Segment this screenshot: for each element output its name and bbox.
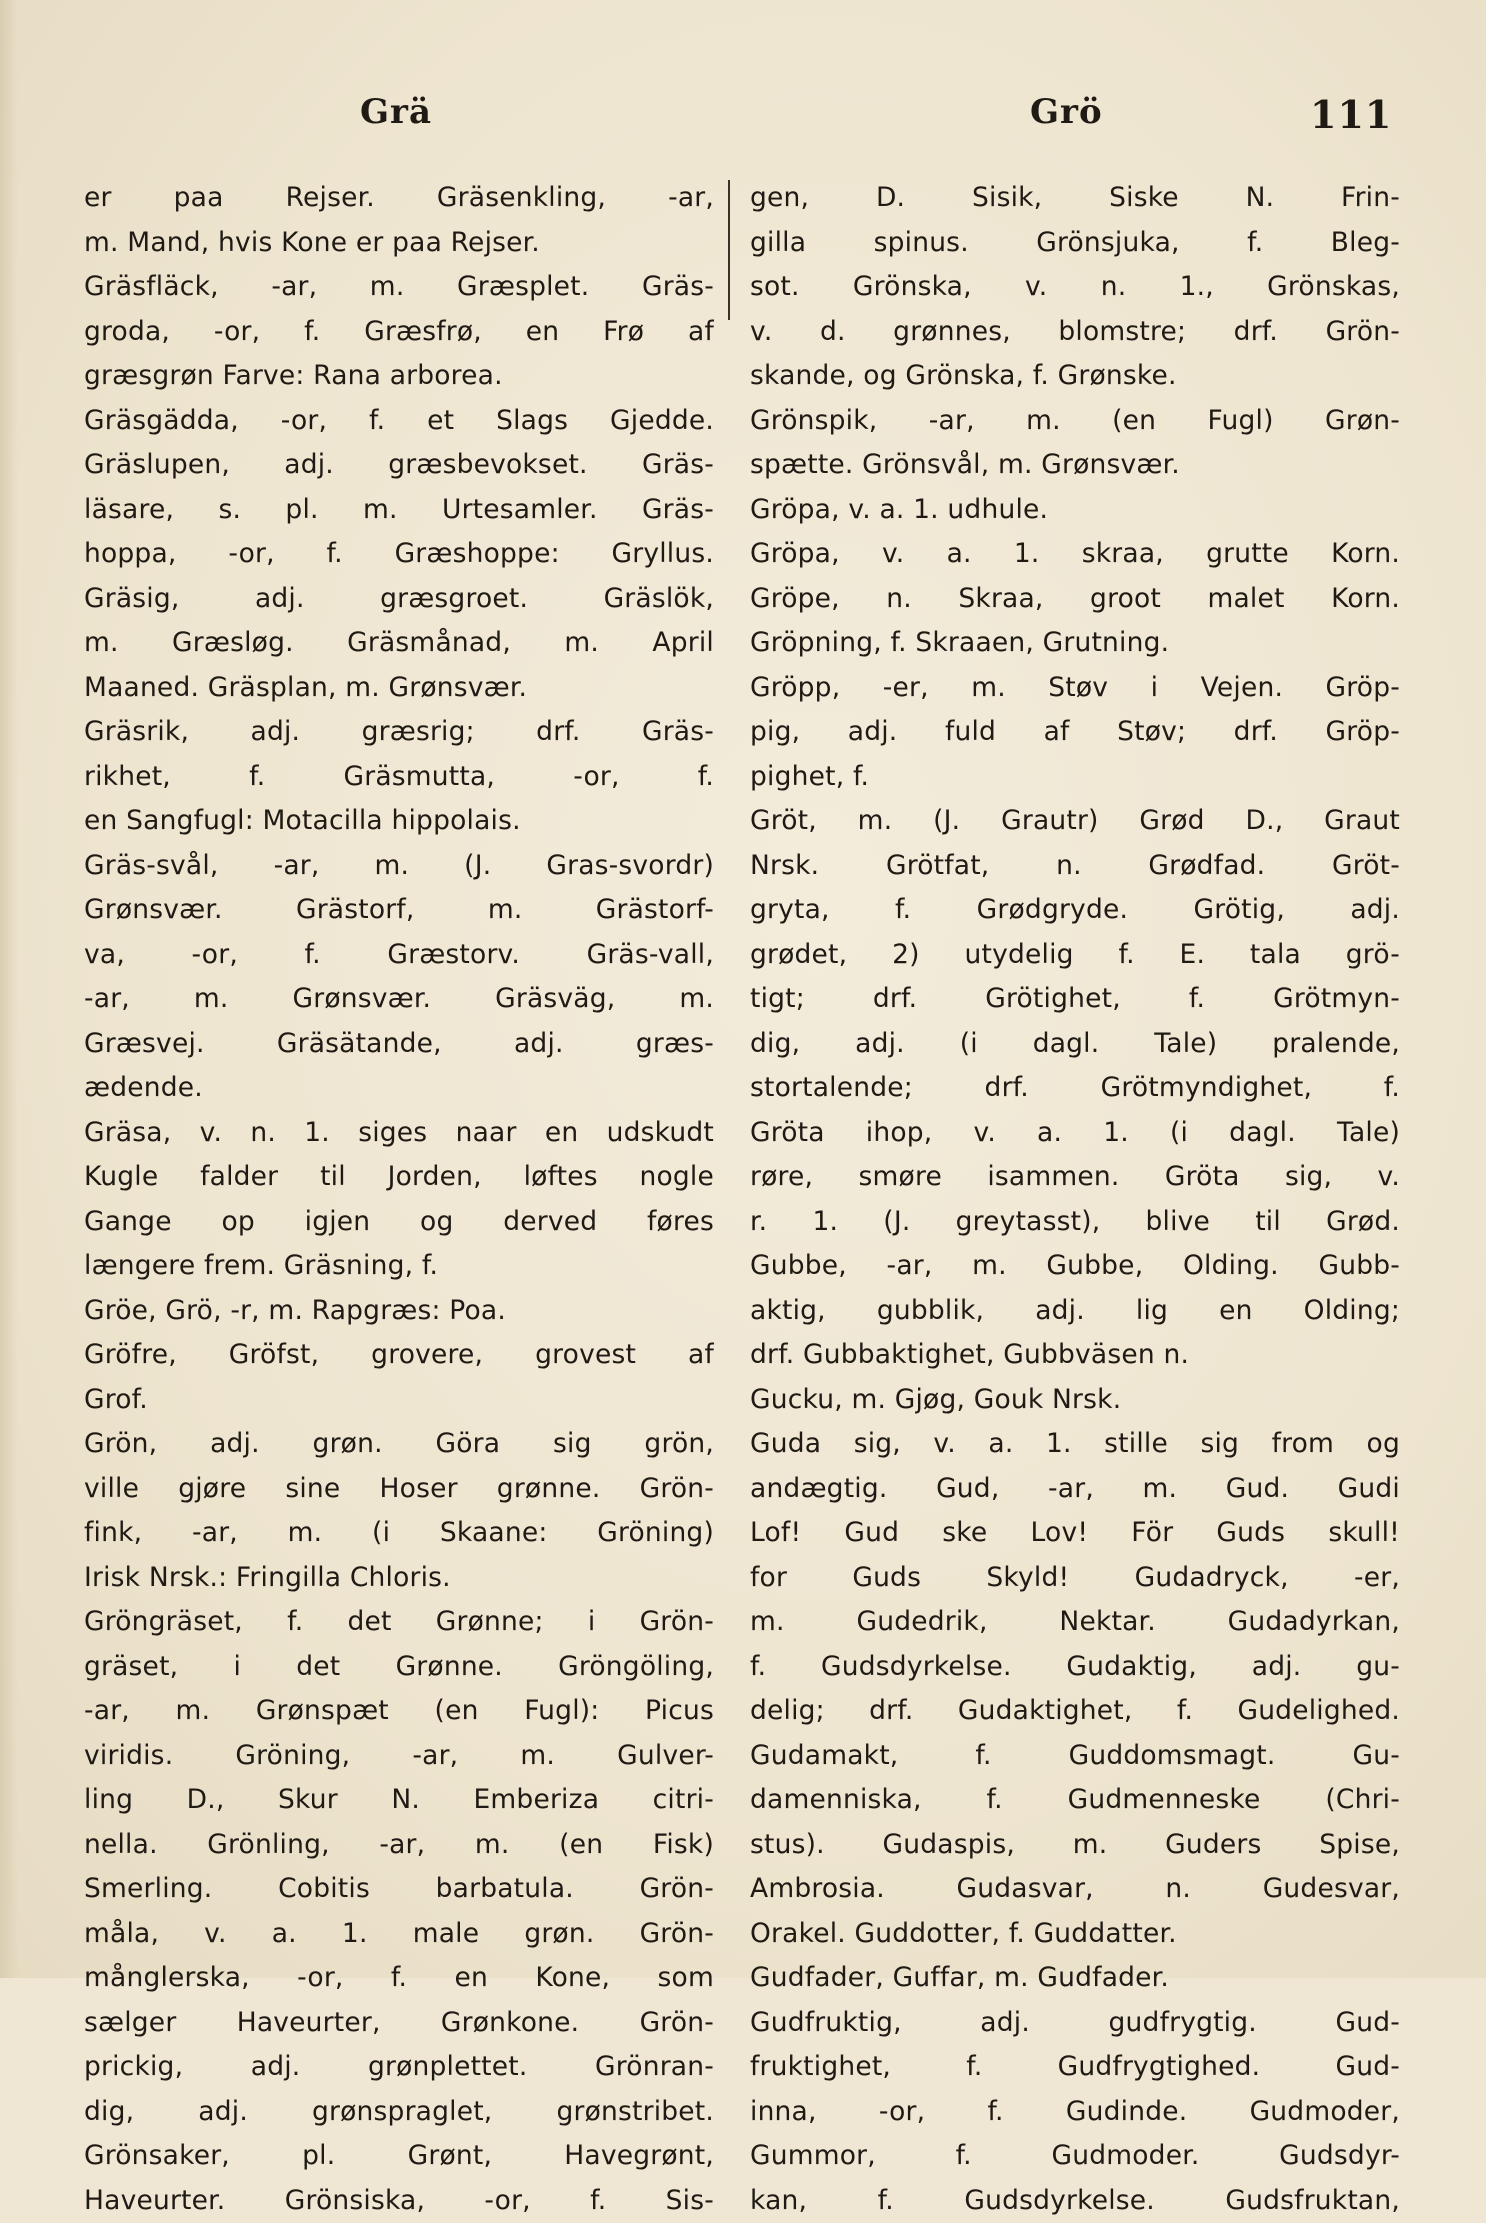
dictionary-line: sot. Grönska, v. n. 1., Grönskas, <box>750 265 1400 310</box>
dictionary-line: v. d. grønnes, blomstre; drf. Grön- <box>750 310 1400 355</box>
dictionary-line: Gräsrik, adj. græsrig; drf. Gräs- <box>84 710 714 755</box>
left-guide-word: Grä <box>360 92 432 132</box>
dictionary-line: fink, -ar, m. (i Skaane: Gröning) <box>84 1511 714 1556</box>
dictionary-line: måla, v. a. 1. male grøn. Grön- <box>84 1912 714 1957</box>
dictionary-line: Græsvej. Gräsätande, adj. græs- <box>84 1022 714 1067</box>
dictionary-line: ædende. <box>84 1066 714 1111</box>
dictionary-line: Gudamakt, f. Guddomsmagt. Gu- <box>750 1734 1400 1779</box>
dictionary-line: Kugle falder til Jorden, løftes nogle <box>84 1155 714 1200</box>
dictionary-line: Grönspik, -ar, m. (en Fugl) Grøn- <box>750 399 1400 444</box>
dictionary-line: en Sangfugl: Motacilla hippolais. <box>84 799 714 844</box>
dictionary-line: läsare, s. pl. m. Urtesamler. Gräs- <box>84 488 714 533</box>
dictionary-line: Grof. <box>84 1378 714 1423</box>
dictionary-line: aktig, gubblik, adj. lig en Olding; <box>750 1289 1400 1334</box>
dictionary-line: stus). Gudaspis, m. Guders Spise, <box>750 1823 1400 1868</box>
left-column <box>84 176 714 2223</box>
dictionary-line: sælger Haveurter, Grønkone. Grön- <box>84 2001 714 2046</box>
dictionary-line: Gröe, Grö, -r, m. Rapgræs: Poa. <box>84 1289 714 1334</box>
dictionary-line: pighet, f. <box>750 755 1400 800</box>
binding-shadow <box>0 0 18 1978</box>
dictionary-line: gryta, f. Grødgryde. Grötig, adj. <box>750 888 1400 933</box>
right-guide-word: Grö <box>1030 92 1103 132</box>
dictionary-line: Gröpa, v. a. 1. skraa, grutte Korn. <box>750 532 1400 577</box>
dictionary-line: Grönsaker, pl. Grønt, Havegrønt, <box>84 2134 714 2179</box>
dictionary-line: for Guds Skyld! Gudadryck, -er, <box>750 1556 1400 1601</box>
dictionary-line: m. Gudedrik, Nektar. Gudadyrkan, <box>750 1600 1400 1645</box>
dictionary-line: Irisk Nrsk.: Fringilla Chloris. <box>84 1556 714 1601</box>
dictionary-line: Maaned. Gräsplan, m. Grønsvær. <box>84 666 714 711</box>
dictionary-line: viridis. Gröning, -ar, m. Gulver- <box>84 1734 714 1779</box>
dictionary-line: f. Gudsdyrkelse. Gudaktig, adj. gu- <box>750 1645 1400 1690</box>
dictionary-line: pig, adj. fuld af Støv; drf. Gröp- <box>750 710 1400 755</box>
dictionary-line: Smerling. Cobitis barbatula. Grön- <box>84 1867 714 1912</box>
dictionary-line: va, -or, f. Græstorv. Gräs-vall, <box>84 933 714 978</box>
dictionary-line: Lof! Gud ske Lov! För Guds skull! <box>750 1511 1400 1556</box>
dictionary-line: Gräslupen, adj. græsbevokset. Gräs- <box>84 443 714 488</box>
dictionary-line: Gröpa, v. a. 1. udhule. <box>750 488 1400 533</box>
dictionary-line: Guda sig, v. a. 1. stille sig from og <box>750 1422 1400 1467</box>
dictionary-line: græsgrøn Farve: Rana arborea. <box>84 354 714 399</box>
dictionary-line: dig, adj. grønspraglet, grønstribet. <box>84 2090 714 2135</box>
dictionary-line: Gräsgädda, -or, f. et Slags Gjedde. <box>84 399 714 444</box>
dictionary-line: Gröt, m. (J. Grautr) Grød D., Graut <box>750 799 1400 844</box>
dictionary-line: Gräsfläck, -ar, m. Græsplet. Gräs- <box>84 265 714 310</box>
dictionary-line: ling D., Skur N. Emberiza citri- <box>84 1778 714 1823</box>
dictionary-line: længere frem. Gräsning, f. <box>84 1244 714 1289</box>
dictionary-line: -ar, m. Grønspæt (en Fugl): Picus <box>84 1689 714 1734</box>
dictionary-line: hoppa, -or, f. Græshoppe: Gryllus. <box>84 532 714 577</box>
right-column <box>750 176 1400 2223</box>
dictionary-line: er paa Rejser. Gräsenkling, -ar, <box>84 176 714 221</box>
dictionary-line: Gröfre, Gröfst, grovere, grovest af <box>84 1333 714 1378</box>
dictionary-line: månglerska, -or, f. en Kone, som <box>84 1956 714 2001</box>
dictionary-line: Gubbe, -ar, m. Gubbe, Olding. Gubb- <box>750 1244 1400 1289</box>
dictionary-line: gen, D. Sisik, Siske N. Frin- <box>750 176 1400 221</box>
dictionary-line: fruktighet, f. Gudfrygtighed. Gud- <box>750 2045 1400 2090</box>
dictionary-line: Gräsa, v. n. 1. siges naar en udskudt <box>84 1111 714 1156</box>
dictionary-line: røre, smøre isammen. Gröta sig, v. <box>750 1155 1400 1200</box>
dictionary-line: skande, og Grönska, f. Grønske. <box>750 354 1400 399</box>
dictionary-line: ville gjøre sine Hoser grønne. Grön- <box>84 1467 714 1512</box>
dictionary-line: drf. Gubbaktighet, Gubbväsen n. <box>750 1333 1400 1378</box>
dictionary-line: Gudfader, Guffar, m. Gudfader. <box>750 1956 1400 2001</box>
dictionary-line: Ambrosia. Gudasvar, n. Gudesvar, <box>750 1867 1400 1912</box>
dictionary-line: Gudfruktig, adj. gudfrygtig. Gud- <box>750 2001 1400 2046</box>
column-rule <box>728 180 730 320</box>
dictionary-line: m. Græsløg. Gräsmånad, m. April <box>84 621 714 666</box>
dictionary-line: Gröpning, f. Skraaen, Grutning. <box>750 621 1400 666</box>
dictionary-line: Gröta ihop, v. a. 1. (i dagl. Tale) <box>750 1111 1400 1156</box>
dictionary-line: Gräsig, adj. græsgroet. Gräslök, <box>84 577 714 622</box>
dictionary-line: Gröpe, n. Skraa, groot malet Korn. <box>750 577 1400 622</box>
dictionary-line: andægtig. Gud, -ar, m. Gud. Gudi <box>750 1467 1400 1512</box>
page-number: 111 <box>1310 92 1392 137</box>
dictionary-line: groda, -or, f. Græsfrø, en Frø af <box>84 310 714 355</box>
dictionary-line: Nrsk. Grötfat, n. Grødfad. Gröt- <box>750 844 1400 889</box>
dictionary-line: gräset, i det Grønne. Gröngöling, <box>84 1645 714 1690</box>
dictionary-line: kan, f. Gudsdyrkelse. Gudsfruktan, <box>750 2179 1400 2223</box>
dictionary-line: rikhet, f. Gräsmutta, -or, f. <box>84 755 714 800</box>
dictionary-line: damenniska, f. Gudmenneske (Chri- <box>750 1778 1400 1823</box>
dictionary-line: Gucku, m. Gjøg, Gouk Nrsk. <box>750 1378 1400 1423</box>
dictionary-line: tigt; drf. Grötighet, f. Grötmyn- <box>750 977 1400 1022</box>
dictionary-line: dig, adj. (i dagl. Tale) pralende, <box>750 1022 1400 1067</box>
dictionary-line: Gräs-svål, -ar, m. (J. Gras-svordr) <box>84 844 714 889</box>
dictionary-line: m. Mand, hvis Kone er paa Rejser. <box>84 221 714 266</box>
dictionary-line: delig; drf. Gudaktighet, f. Gudelighed. <box>750 1689 1400 1734</box>
dictionary-line: Gange op igjen og derved føres <box>84 1200 714 1245</box>
dictionary-line: prickig, adj. grønplettet. Grönran- <box>84 2045 714 2090</box>
dictionary-line: Grønsvær. Grästorf, m. Grästorf- <box>84 888 714 933</box>
dictionary-line: Orakel. Guddotter, f. Guddatter. <box>750 1912 1400 1957</box>
dictionary-line: nella. Grönling, -ar, m. (en Fisk) <box>84 1823 714 1868</box>
dictionary-line: stortalende; drf. Grötmyndighet, f. <box>750 1066 1400 1111</box>
dictionary-line: Gröngräset, f. det Grønne; i Grön- <box>84 1600 714 1645</box>
dictionary-line: Haveurter. Grönsiska, -or, f. Sis- <box>84 2179 714 2223</box>
dictionary-line: Gummor, f. Gudmoder. Gudsdyr- <box>750 2134 1400 2179</box>
dictionary-line: Gröpp, -er, m. Støv i Vejen. Gröp- <box>750 666 1400 711</box>
dictionary-line: Grön, adj. grøn. Göra sig grön, <box>84 1422 714 1467</box>
dictionary-line: spætte. Grönsvål, m. Grønsvær. <box>750 443 1400 488</box>
dictionary-line: inna, -or, f. Gudinde. Gudmoder, <box>750 2090 1400 2135</box>
dictionary-line: -ar, m. Grønsvær. Gräsväg, m. <box>84 977 714 1022</box>
dictionary-line: grødet, 2) utydelig f. E. tala grö- <box>750 933 1400 978</box>
dictionary-line: gilla spinus. Grönsjuka, f. Bleg- <box>750 221 1400 266</box>
dictionary-line: r. 1. (J. greytasst), blive til Grød. <box>750 1200 1400 1245</box>
